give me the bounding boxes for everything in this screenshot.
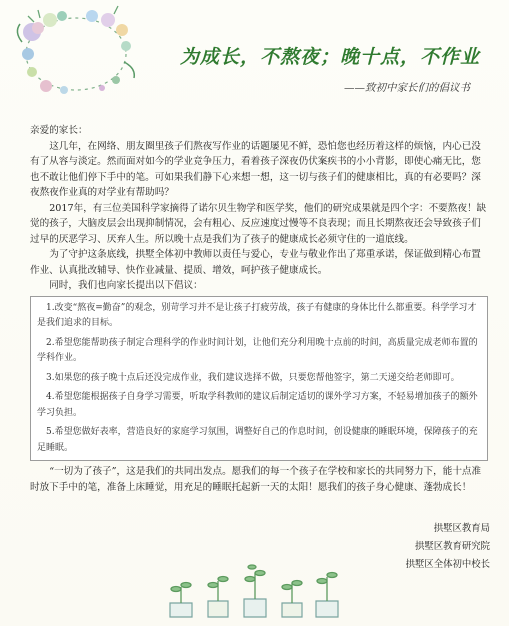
- signature-line: 拱墅区教育局: [433, 523, 490, 534]
- paragraph: 为了守护这条底线，拱墅全体初中教师以责任与爱心，专业与敬业作出了郑重承诺，保证做到精心布置作业、认真批改辅导、快作业减量、提质、增效，呵护孩子健康成长。: [30, 249, 481, 276]
- signature-line: 拱墅区全体初中校长: [405, 559, 490, 570]
- potted-plants-decoration: [160, 553, 350, 623]
- proposal-item: 3.如果您的孩子晚十点后还没完成作业，我们建议选择不做，只要您帮他签字，第二天递交给老师即可。: [46, 372, 460, 383]
- proposal-item: 1.改变“熬夜=勤奋”的观念，别苛学习并不是让孩子打疲劳战，孩子有健康的身体比什么都重要。科学学习才是我们追求的目标。: [37, 302, 477, 328]
- letter-body: [30, 123, 488, 495]
- paragraph: 同时，我们也向家长提出以下倡议：: [49, 280, 203, 291]
- page-subtitle: ——致初中家长们的倡议书: [344, 82, 470, 94]
- proposal-box: [30, 296, 488, 462]
- floral-wreath-decoration: [4, 2, 154, 102]
- salutation: 亲爱的家长：: [30, 125, 88, 136]
- proposal-item: 5.希望您做好表率，营造良好的家庭学习氛围，调整好自己的作息时间，创设健康的睡眠环境，保障孩子的充足睡眠。: [37, 427, 478, 453]
- proposal-item: 2.希望您能帮助孩子制定合理科学的作业时间计划，让他们充分利用晚十点前的时间，高质量完成老师布置的学科作业。: [37, 337, 478, 363]
- closing-paragraph: “一切为了孩子”，这是我们的共同出发点。愿我们的每一个孩子在学校和家长的共同努力下，能十点准时放下手中的笔，准备上床睡觉，用充足的睡眠托起新一天的太阳！愿我们的孩子身心健康、蓬勃成长！: [30, 466, 482, 493]
- page-title: 为成长，不熬夜；晚十点，不作业: [179, 46, 480, 68]
- paragraph: 这几年，在网络、朋友圈里孩子们熬夜写作业的话题屡见不鲜，恐怕您也经历着这样的烦恼，内心已没有了从容与淡定。然而面对如今的学业竞争压力，看着孩子深夜仍伏案疾书的小小背影，即使心痛无比，您也不敢让他们停下手中的笔。可如果我们静下心来想一想，这一切与孩子们的健康相比，真的有必要吗？深夜熬夜作业真的对学业有帮助吗？: [30, 140, 481, 198]
- proposal-item: 4.希望您能根据孩子自身学习需要，听取学科教师的建议后制定适切的课外学习方案，不轻易增加孩子的额外学习负担。: [37, 392, 478, 418]
- signature-block: [380, 520, 490, 574]
- signature-line: 拱墅区教育研究院: [414, 541, 490, 552]
- paragraph: 2017年，有三位美国科学家摘得了诺尔贝生物学和医学奖，他们的研究成果就是四个字：不要熬夜！缺觉的孩子，大脑皮层会出现抑制情况，会有粗心、反应速度过慢等不良表现；而且长期熬夜还会导致孩子们过早的厌恶学习、厌弃人生。所以晚十点是我们为了孩子的健康成长必须守住的一道底线。: [30, 202, 487, 245]
